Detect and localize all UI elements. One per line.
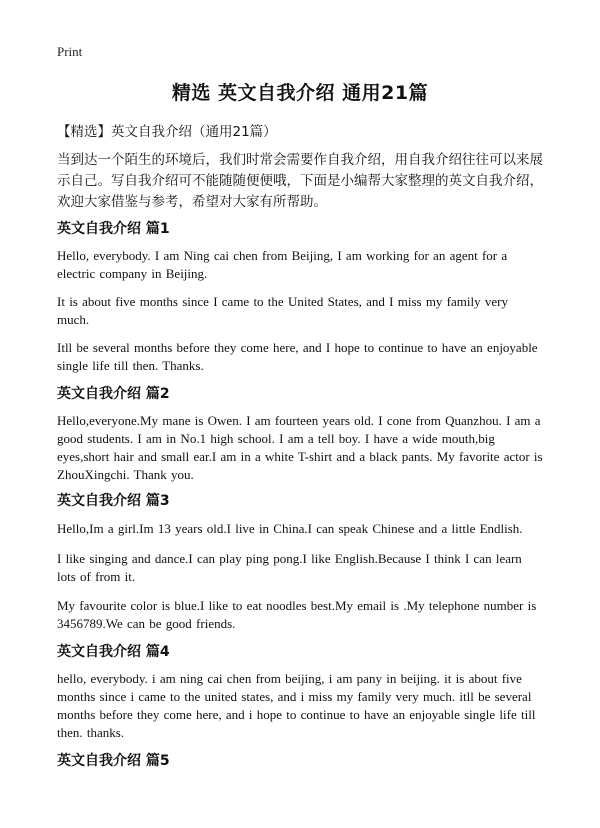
section-heading-5: 英文自我介绍 篇5 [57, 753, 170, 769]
section-3-paragraph-2: I like singing and dance.I can play ping pong.I like English.Because I think I can learn lots of from it. [57, 551, 522, 584]
print-link[interactable]: Print [57, 44, 83, 59]
document-subtitle: 【精选】英文自我介绍（通用21篇） [57, 124, 277, 140]
section-heading-1: 英文自我介绍 篇1 [57, 221, 170, 237]
intro-paragraph: 当到达一个陌生的环境后，我们时常会需要作自我介绍，用自我介绍往往可以来展示自己。写自我介绍可不能随随便便哦，下面是小编帮大家整理的英文自我介绍，欢迎大家借鉴与参考，希望对大家有所帮助。 [57, 152, 543, 210]
section-4-paragraph-1: hello, everybody. i am ning cai chen from beijing, i am pany in beijing. it is about five months since i came to the united states, and i miss my family very much. itll be several months before they come here, and i hope to continue to have an enjoyable single life till then. thanks. [57, 671, 536, 740]
section-3-paragraph-3: My favourite color is blue.I like to eat noodles best.My email is .My telephone number is 3456789.We can be good friends. [57, 598, 537, 631]
section-1-paragraph-1: Hello, everybody. I am Ning cai chen from Beijing, I am working for an agent for a electric company in Beijing. [57, 248, 508, 281]
section-1-paragraph-3: Itll be several months before they come here, and I hope to continue to have an enjoyable single life till then. Thanks. [57, 340, 538, 373]
section-heading-2: 英文自我介绍 篇2 [57, 386, 170, 402]
section-1-paragraph-2: It is about five months since I came to the United States, and I miss my family very much. [57, 294, 508, 327]
section-heading-3: 英文自我介绍 篇3 [57, 493, 170, 509]
page-title: 精选 英文自我介绍 通用21篇 [171, 82, 429, 104]
section-2-paragraph-1: Hello,everyone.My mane is Owen. I am fourteen years old. I cone from Quanzhou. I am a good students. I am in No.1 high school. I am a tell boy. I have a wide mouth,big eyes,short hair and small ear.I am in a white T-shirt and a black pants. My favorite actor is ZhouXingchi. Thank you. [57, 413, 543, 482]
section-heading-4: 英文自我介绍 篇4 [57, 644, 170, 660]
section-3-paragraph-1: Hello,Im a girl.Im 13 years old.I live in China.I can speak Chinese and a little Endlish. [57, 521, 523, 536]
